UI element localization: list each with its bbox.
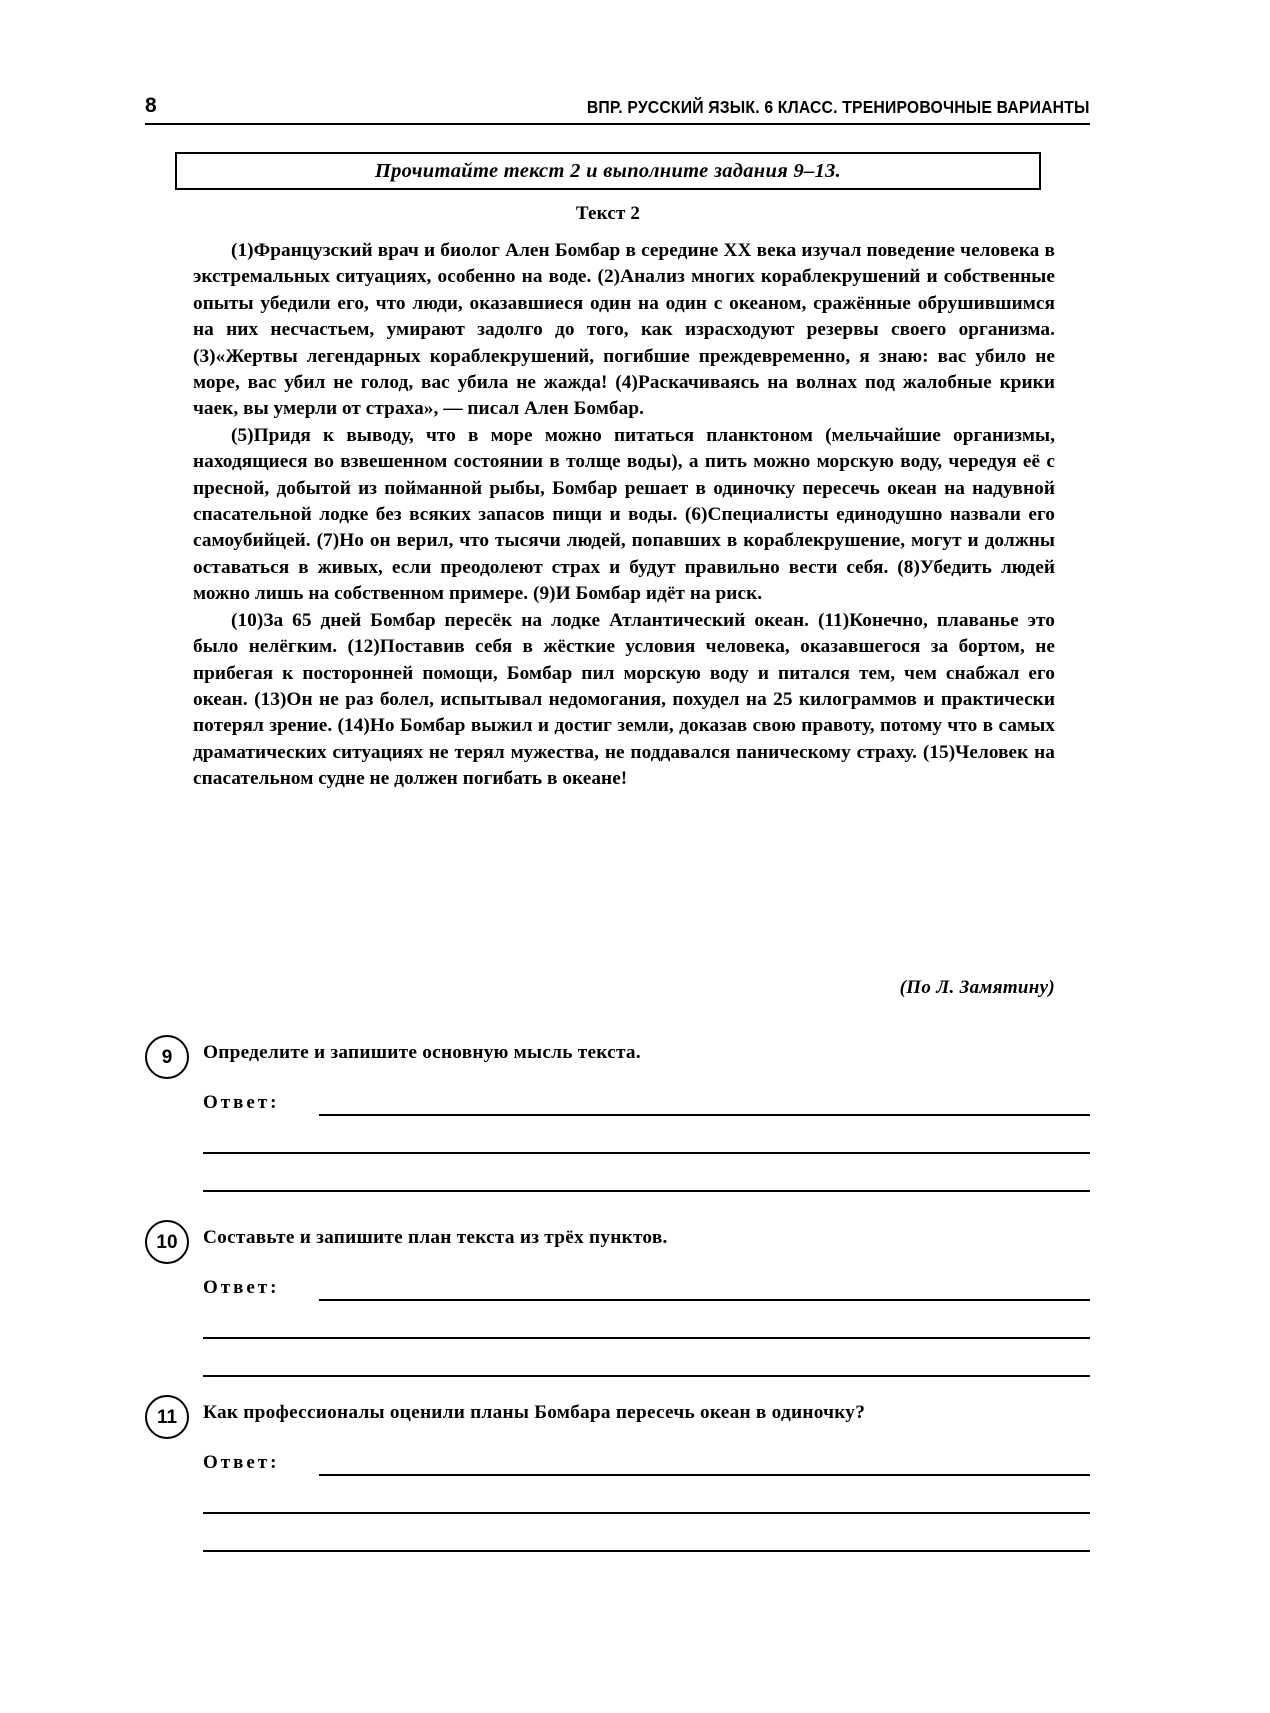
passage-paragraph: (10)За 65 дней Бомбар пересёк на лодке Атлантический океан. (11)Конечно, плаванье это было нелёгким. (12)Поставив себя в жёсткие условия человека, оказавшегося за бортом, не прибегая к посторонней помощи, Бомбар пил морскую воду и питался тем, чем снабжал его океан. (13)Он не раз болел, испытывал недомогания, похудел на 25 килограммов и практически потерял зрение. (14)Но Бомбар выжил и достиг земли, доказав свою правоту, потому что в самых драматических ситуациях не терял мужества, не поддавался паническому страху. (15)Человек на спасательном судне не должен погибать в океане! <box>193 609 1055 790</box>
answer-row[interactable] <box>203 1353 1090 1391</box>
answer-line[interactable] <box>203 1550 1090 1552</box>
task-11-number: 11 <box>145 1395 189 1439</box>
answer-row[interactable] <box>203 1092 1090 1130</box>
passage-paragraph: (1)Французский врач и биолог Ален Бомбар в середине XX века изучал поведение человека в экстремальных ситуациях, особенно на воде. (2)Анализ многих кораблекрушений и собственные опыты убедили его, что люди, оказавшиеся один на один с океаном, сражённые обрушившимся на них несчастьем, умирают задолго до того, как израсходуют резервы своего организма. (3)«Жертвы легендарных кораблекрушений, погибшие преждевременно, я знаю: вас убило не море, вас убил не голод, вас убила не жажда! (4)Раскачиваясь на волнах под жалобные крики чаек, вы умерли от страха», — писал Ален Бомбар. <box>193 240 1055 420</box>
answer-line[interactable] <box>319 1299 1090 1301</box>
text-title: Текст 2 <box>575 203 641 224</box>
answer-line[interactable] <box>203 1190 1090 1192</box>
header-title: ВПР. РУССКИЙ ЯЗЫК. 6 КЛАСС. ТРЕНИРОВОЧНЫЕ ВАРИАНТЫ <box>587 96 1090 117</box>
answer-label: Ответ: <box>203 1092 280 1113</box>
answer-line[interactable] <box>203 1337 1090 1339</box>
answer-line[interactable] <box>319 1474 1090 1476</box>
reading-passage <box>193 238 1055 793</box>
task-9-number: 9 <box>145 1035 189 1079</box>
task-9-answer-area[interactable] <box>203 1092 1090 1206</box>
task-10-head <box>145 1225 1090 1259</box>
passage-paragraph: (5)Придя к выводу, что в море можно питаться планктоном (мельчайшие организмы, находящиеся во взвешенном состоянии в толще воды), а пить можно морскую воду, чередуя её с пресной, добытой из пойманной рыбы, Бомбар решает в одиночку пересечь океан на надувной спасательной лодке без всяких запасов пищи и воды. (6)Специалисты единодушно назвали его самоубийцей. (7)Но он верил, что тысячи людей, попавших в кораблекрушение, могут и должны оставаться в живых, если преодолеют страх и будут правильно вести себя. (8)Убедить людей можно лишь на собственном примере. (9)И Бомбар идёт на риск. <box>193 424 1055 605</box>
task-10-question: Составьте и запишите план текста из трёх пунктов. <box>203 1227 668 1248</box>
answer-label: Ответ: <box>203 1452 280 1473</box>
page-number: 8 <box>145 94 157 117</box>
task-11-answer-area[interactable] <box>203 1452 1090 1566</box>
answer-row[interactable] <box>203 1277 1090 1315</box>
task-11-head <box>145 1400 1090 1434</box>
answer-line[interactable] <box>203 1512 1090 1514</box>
answer-row[interactable] <box>203 1168 1090 1206</box>
passage-attribution: (По Л. Замятину) <box>899 977 1055 998</box>
answer-row[interactable] <box>203 1452 1090 1490</box>
task-9-question: Определите и запишите основную мысль текста. <box>203 1042 641 1063</box>
task-10-number: 10 <box>145 1220 189 1264</box>
task-9 <box>145 1040 1090 1113</box>
running-header <box>145 82 1090 116</box>
answer-line[interactable] <box>203 1152 1090 1154</box>
answer-row[interactable] <box>203 1315 1090 1353</box>
task-11 <box>145 1400 1090 1473</box>
instruction-box <box>175 152 1041 190</box>
task-9-head <box>145 1040 1090 1074</box>
task-10-answer-area[interactable] <box>203 1277 1090 1391</box>
instruction-text: Прочитайте текст 2 и выполните задания 9–13. <box>374 159 842 182</box>
header-divider <box>145 123 1090 125</box>
answer-line[interactable] <box>319 1114 1090 1116</box>
task-10 <box>145 1225 1090 1298</box>
answer-row[interactable] <box>203 1528 1090 1566</box>
answer-row[interactable] <box>203 1490 1090 1528</box>
answer-label: Ответ: <box>203 1277 280 1298</box>
answer-line[interactable] <box>203 1375 1090 1377</box>
answer-row[interactable] <box>203 1130 1090 1168</box>
task-11-question: Как профессионалы оценили планы Бомбара пересечь океан в одиночку? <box>203 1402 866 1423</box>
